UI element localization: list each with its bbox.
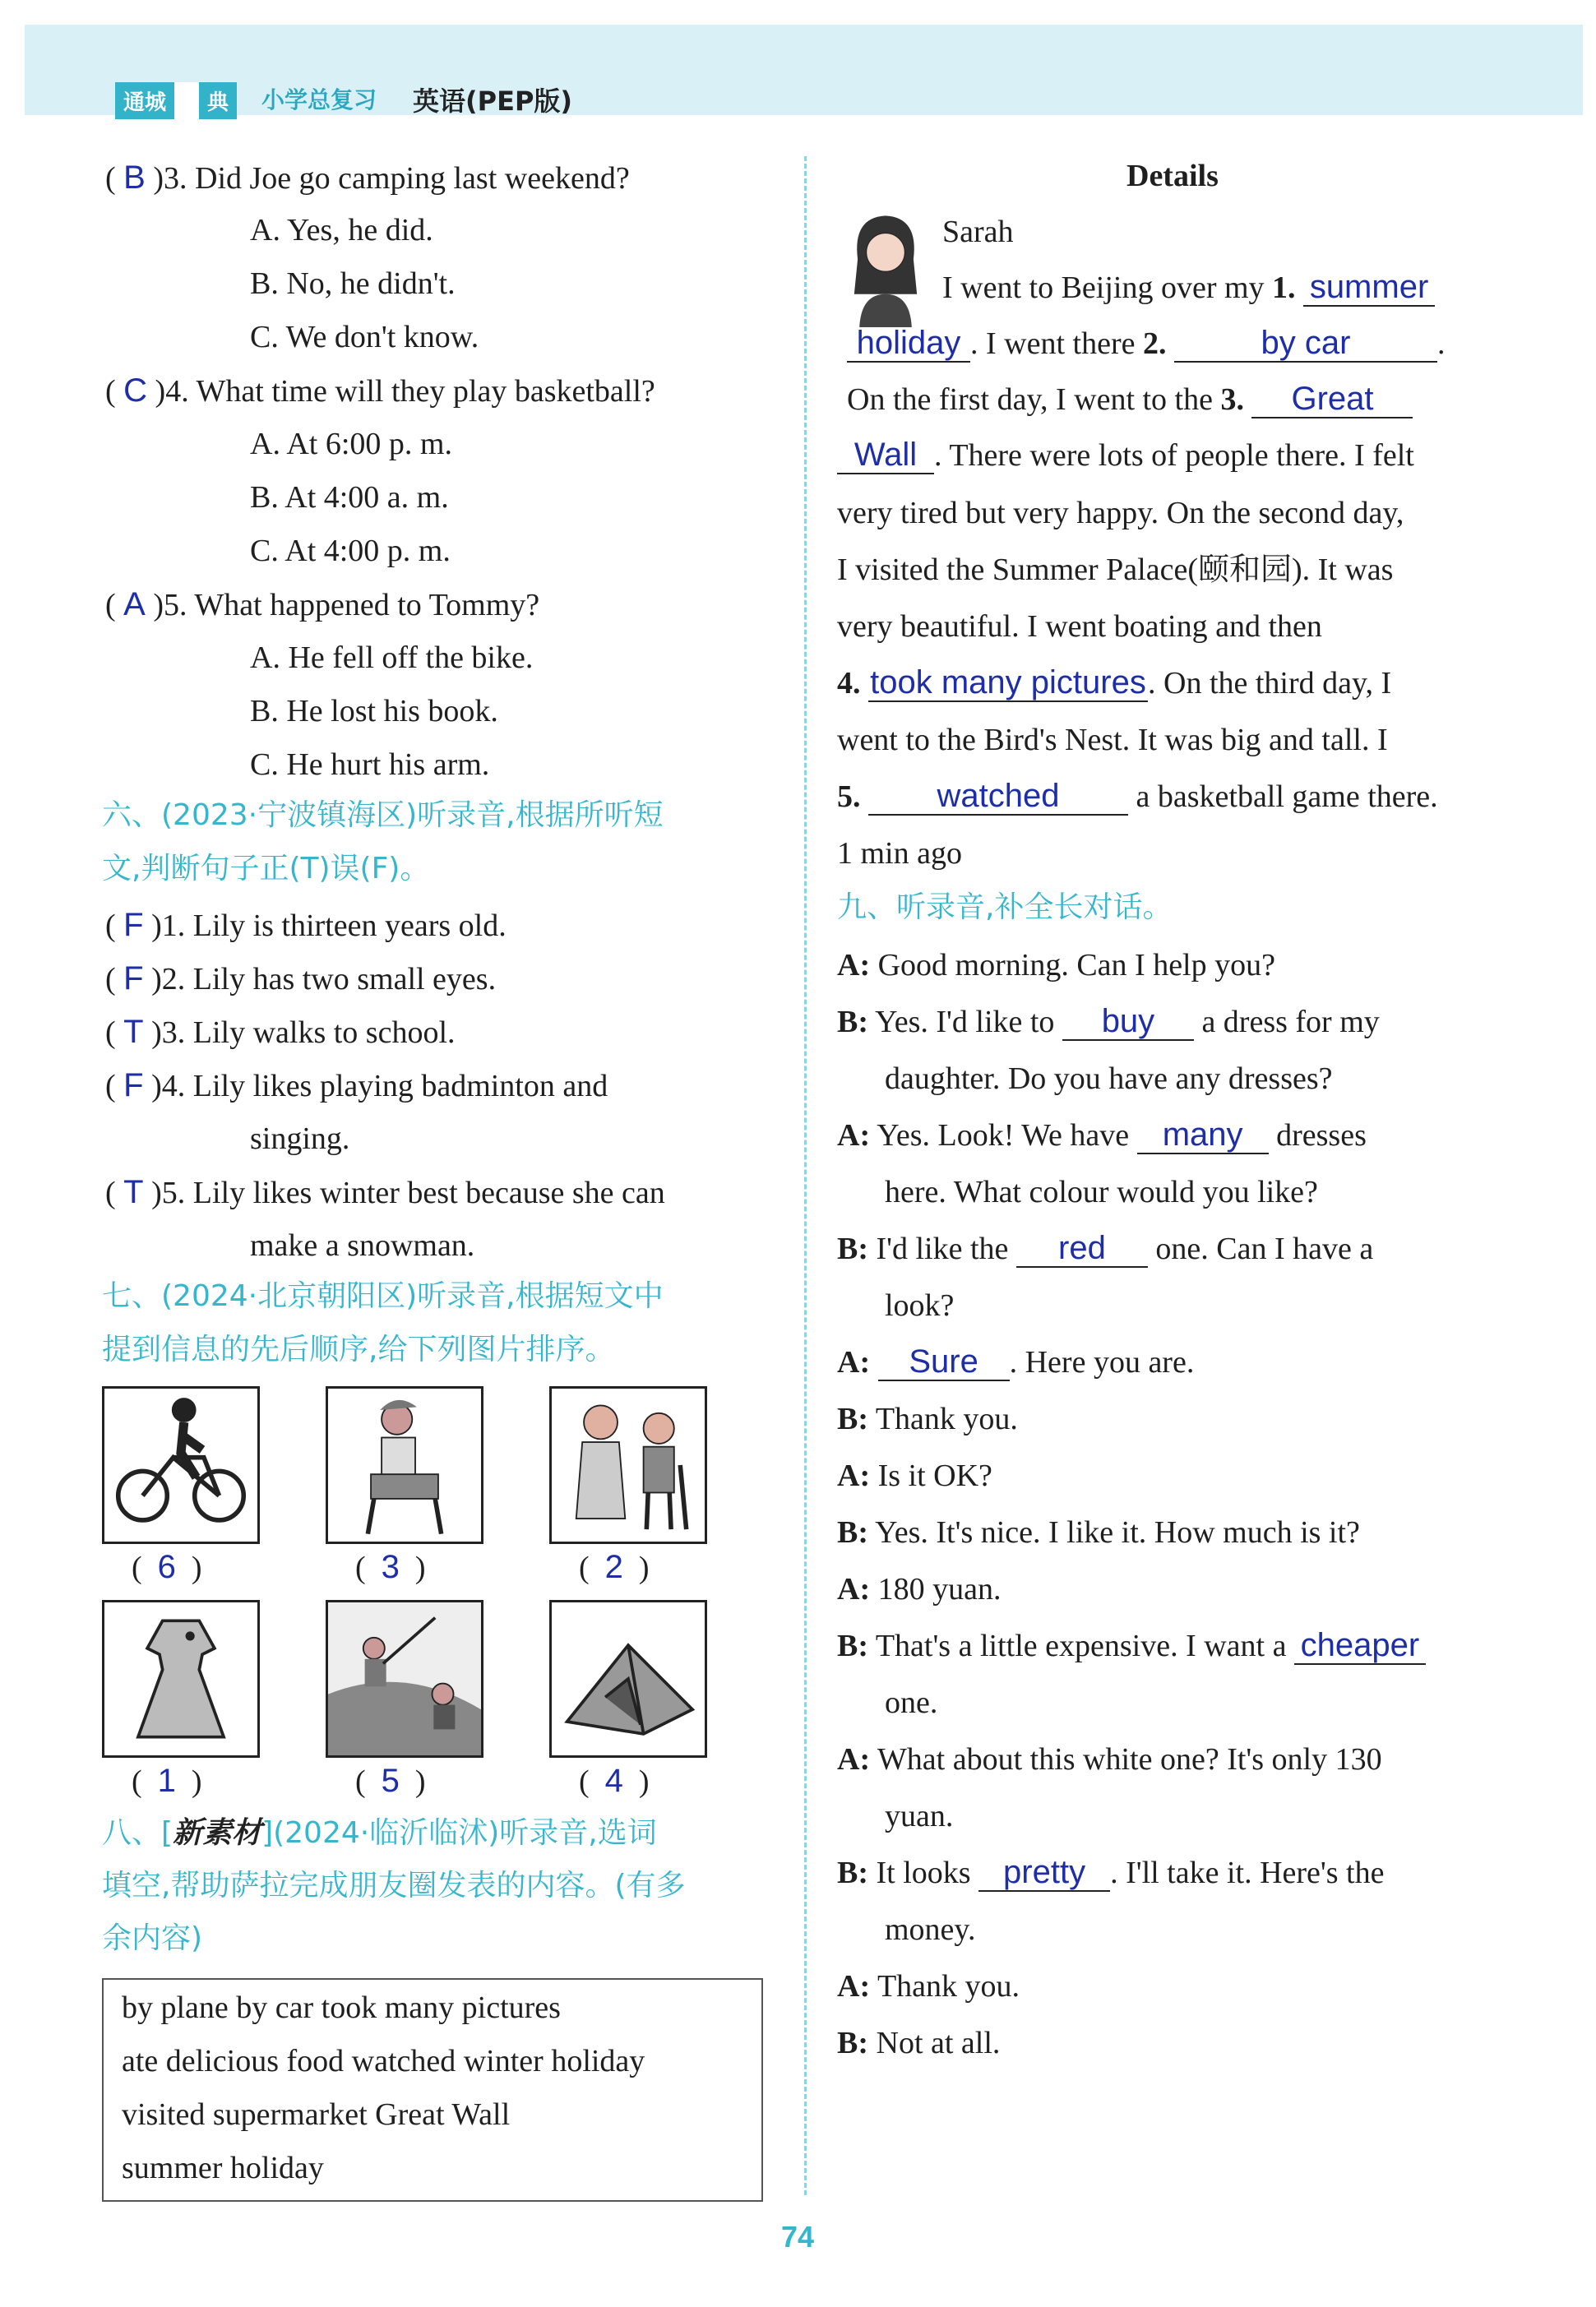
dialog-line: B: I'd like the red one. Can I have a [837, 1230, 1374, 1266]
blank-answer: watched [868, 778, 1128, 816]
order-answer: ( 2 ) [579, 1549, 650, 1585]
section8-title-cont: 余内容) [102, 1921, 203, 1955]
order-answer: ( 6 ) [132, 1549, 202, 1585]
word-bank-line: summer holiday [122, 2151, 324, 2185]
option: B. At 4:00 a. m. [250, 480, 449, 515]
tf-item-cont: singing. [250, 1121, 350, 1156]
avatar [842, 210, 929, 327]
tf-item: ( T )5. Lily likes winter best because she can [105, 1174, 665, 1210]
word-bank-line: ate delicious food watched winter holiday [122, 2044, 645, 2078]
dialog-line: B: Thank you. [837, 1402, 1018, 1436]
post-line: very beautiful. I went boating and then [837, 609, 1322, 644]
dialog-line: A: Sure . Here you are. [837, 1343, 1195, 1380]
dialog-line: A: Good morning. Can I help you? [837, 948, 1275, 982]
post-line: 4. took many pictures. On the third day, I [837, 664, 1392, 700]
blank-answer: many [1137, 1117, 1269, 1154]
option: C. He hurt his arm. [250, 747, 490, 782]
tf-item-cont: make a snowman. [250, 1228, 475, 1263]
blank-answer: Sure [878, 1343, 1010, 1381]
page-number: 74 [781, 2220, 815, 2254]
dialog-line-cont: look? [885, 1288, 955, 1323]
option: C. We don't know. [250, 320, 479, 354]
section8-title-cont: 填空,帮助萨拉完成朋友圈发表的内容。(有多 [102, 1869, 686, 1902]
series-badge [115, 82, 237, 118]
dialog-line-cont: yuan. [885, 1799, 954, 1833]
option: A. Yes, he did. [250, 213, 433, 247]
dialog-line-cont: here. What colour would you like? [885, 1175, 1318, 1209]
blank-answer: cheaper [1294, 1627, 1426, 1665]
dialog-line: B: Yes. I'd like to buy a dress for my [837, 1003, 1380, 1039]
dialog-line: B: That's a little expensive. I want a cheaper [837, 1626, 1426, 1666]
post-line: I visited the Summer Palace(颐和园). It was [837, 552, 1394, 587]
dialog-line-cont: one. [885, 1685, 938, 1720]
badge-text-a: 通城 [115, 82, 174, 119]
word-bank-line: visited supermarket Great Wall [122, 2097, 511, 2132]
post-title: Details [1126, 159, 1219, 193]
option: B. No, he didn't. [250, 266, 456, 301]
dialog-line: B: Yes. It's nice. I like it. How much is it? [837, 1515, 1360, 1550]
post-line: holiday . I went there 2. by car . [847, 324, 1445, 363]
blank-answer: red [1016, 1230, 1148, 1268]
section7-title: 七、(2024·北京朝阳区)听录音,根据短文中 [102, 1279, 664, 1313]
word-bank-line: by plane by car took many pictures [122, 1990, 561, 2025]
blank-answer: holiday [847, 325, 970, 363]
blank-answer: by car [1174, 325, 1437, 363]
dialog-line-cont: daughter. Do you have any dresses? [885, 1061, 1333, 1096]
question-5: ( A )5. What happened to Tommy? [105, 586, 540, 622]
dialog-line: A: Is it OK? [837, 1459, 992, 1493]
section6-title: 六、(2023·宁波镇海区)听录音,根据所听短 [102, 798, 664, 832]
word-bank [102, 1978, 763, 2202]
dialog-line: A: 180 yuan. [837, 1572, 1002, 1607]
option: B. He lost his book. [250, 694, 498, 728]
picture-bike [102, 1386, 260, 1544]
option: A. He fell off the bike. [250, 640, 534, 675]
blank-answer: pretty [978, 1854, 1110, 1892]
column-divider [804, 156, 807, 2195]
post-time: 1 min ago [837, 836, 962, 871]
option: C. At 4:00 p. m. [250, 534, 451, 568]
blank-answer: summer [1303, 269, 1435, 307]
dialog-line: A: What about this white one? It's only 130 [837, 1742, 1382, 1777]
picture-fishing [326, 1600, 483, 1758]
tf-item: ( F )1. Lily is thirteen years old. [105, 907, 507, 943]
dialog-line: A: Yes. Look! We have many dresses [837, 1117, 1367, 1153]
question-4: ( C )4. What time will they play basketball? [105, 372, 655, 409]
order-answer: ( 4 ) [579, 1763, 650, 1799]
section9-title: 九、听录音,补全长对话。 [837, 890, 1173, 924]
blank-answer: buy [1062, 1003, 1194, 1041]
dialog-line-cont: money. [885, 1912, 976, 1947]
section7-title-cont: 提到信息的先后顺序,给下列图片排序。 [102, 1333, 615, 1366]
blank-answer: Great [1251, 381, 1413, 418]
dialog-line: B: It looks pretty . I'll take it. Here's the [837, 1854, 1385, 1890]
picture-dress [102, 1600, 260, 1758]
order-answer: ( 1 ) [132, 1763, 202, 1799]
badge-text-b: 典 [199, 82, 237, 119]
section6-title-cont: 文,判断句子正(T)误(F)。 [102, 852, 430, 885]
question-3: ( B )3. Did Joe go camping last weekend? [105, 160, 630, 196]
tf-item: ( T )3. Lily walks to school. [105, 1014, 456, 1050]
option: A. At 6:00 p. m. [250, 427, 452, 461]
picture-tent [549, 1600, 707, 1758]
blank-answer: took many pictures [868, 664, 1148, 702]
dialog-line: B: Not at all. [837, 2026, 1001, 2060]
tf-item: ( F )2. Lily has two small eyes. [105, 960, 497, 996]
picture-cooking [326, 1386, 483, 1544]
header-title: 英语(PEP版) [413, 86, 573, 117]
post-line: went to the Bird's Nest. It was big and tall. I [837, 723, 1388, 757]
blank-answer: Wall [837, 437, 934, 474]
post-line: Wall . There were lots of people there. I felt [837, 436, 1414, 475]
tf-item: ( F )4. Lily likes playing badminton and [105, 1067, 608, 1103]
new-material-tag: 新素材 [173, 1816, 262, 1850]
picture-grandparents [549, 1386, 707, 1544]
post-line: On the first day, I went to the 3. Great [847, 380, 1413, 419]
post-line: I went to Beijing over my 1. summer [942, 268, 1435, 307]
order-answer: ( 5 ) [355, 1763, 426, 1799]
post-line: very tired but very happy. On the second day, [837, 496, 1404, 530]
header-subtitle: 小学总复习 [261, 86, 377, 113]
post-line: 5. watched a basketball game there. [837, 778, 1438, 814]
order-answer: ( 3 ) [355, 1549, 426, 1585]
dialog-line: A: Thank you. [837, 1969, 1020, 2004]
page-header [25, 25, 1583, 115]
section8-title: 八、[新素材](2024·临沂临沭)听录音,选词 [102, 1816, 657, 1850]
post-author: Sarah [942, 215, 1014, 249]
